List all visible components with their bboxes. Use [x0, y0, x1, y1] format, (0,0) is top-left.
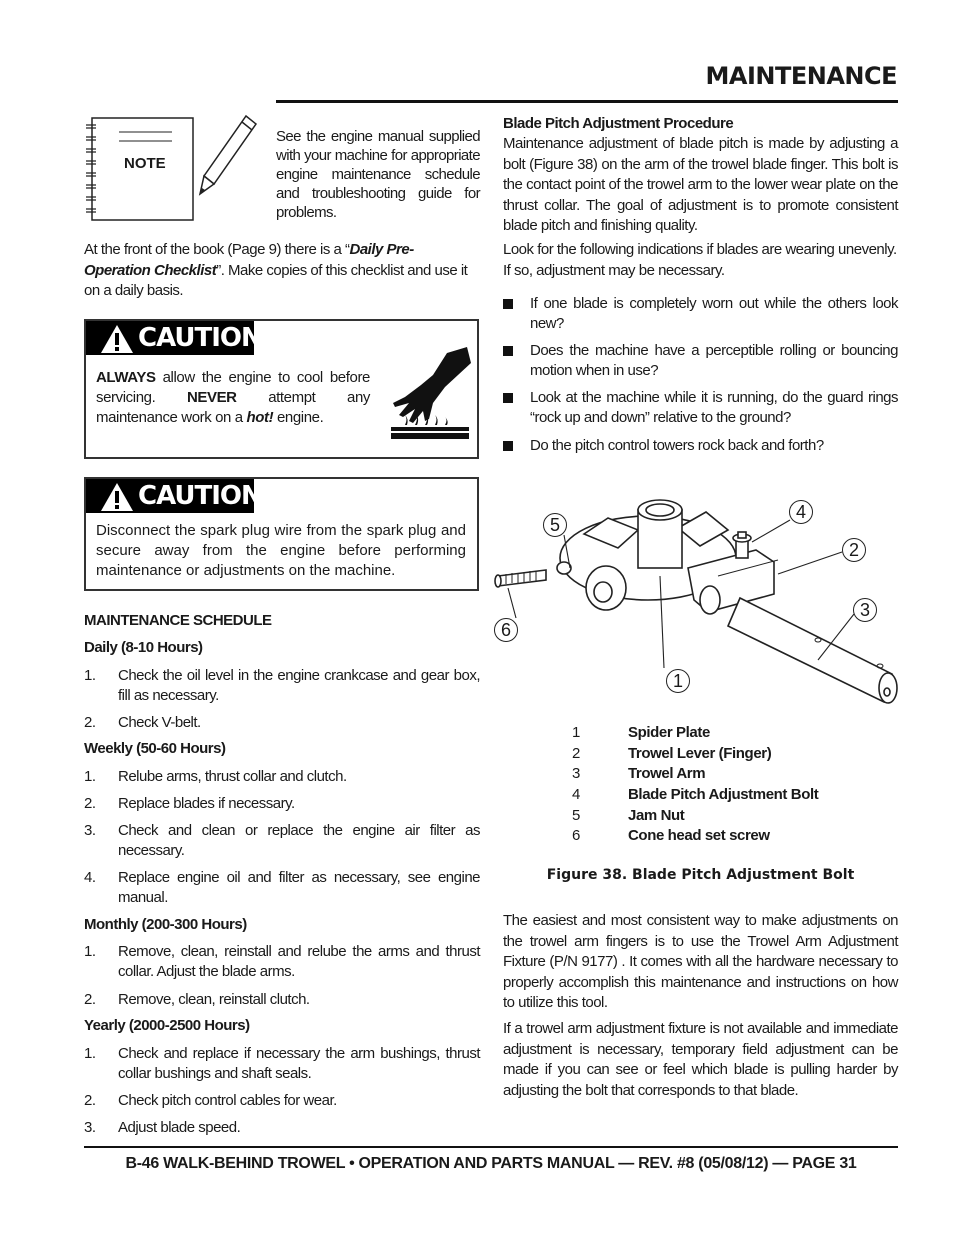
warning-triangle-icon [100, 324, 134, 354]
title-rule [276, 100, 898, 103]
bullet-square-icon [503, 299, 513, 309]
pencil-icon [196, 112, 262, 198]
item-text: Remove, clean, reinstall and relube the arms and thrust collar. Adjust the blade arms. [118, 943, 480, 980]
legend-label: Trowel Arm [628, 765, 706, 782]
legend-label: Jam Nut [628, 807, 685, 824]
legend-row [572, 745, 872, 765]
bullet-square-icon [503, 346, 513, 356]
caution2-text: Disconnect the spark plug wire from the spark plug and secure away from the engine before performing maintenance or adjustments on the machine. [96, 522, 466, 579]
caution-banner [86, 321, 262, 355]
item-number: 2. [84, 795, 96, 812]
bullet-text: Does the machine have a perceptible rolling or bouncing motion when in use? [530, 342, 898, 379]
legend-row [572, 786, 872, 806]
item-number: 1. [84, 1045, 96, 1062]
callout-2: 2 [842, 538, 866, 562]
caution-label: CAUTION [138, 481, 262, 511]
legend-number: 4 [572, 786, 580, 803]
monthly-heading: Monthly (200-300 Hours) [84, 916, 247, 933]
item-number: 2. [84, 1092, 96, 1109]
blade-pitch-paragraph-2: Look for the following indications if blades are wearing unevenly. If so, adjustment may be necessary. [503, 241, 897, 279]
item-text: Check the oil level in the engine crankcase and gear box, fill as necessary. [118, 667, 480, 704]
item-text: Remove, clean, reinstall clutch. [118, 991, 310, 1008]
yearly-heading: Yearly (2000-2500 Hours) [84, 1017, 250, 1034]
legend-number: 5 [572, 807, 580, 824]
legend-label: Trowel Lever (Finger) [628, 745, 772, 762]
bullet-text: Look at the machine while it is running, do the guard rings “rock up and down” relative to the ground? [530, 389, 898, 426]
warning-triangle-icon [100, 482, 134, 512]
item-text: Adjust blade speed. [118, 1119, 241, 1136]
item-number: 1. [84, 943, 96, 960]
weekly-heading: Weekly (50-60 Hours) [84, 740, 226, 757]
adjust-paragraph-2: If a trowel arm adjustment fixture is not available and immediate adjustment is necessary, temporary field adjustment can be made if you can see or feel which blade is pulling harder by adjusting the bolt that corresponds to that blade. [503, 1020, 898, 1099]
caution1-t1: allow the engine to cool before servicing. [96, 369, 370, 406]
legend-label: Blade Pitch Adjustment Bolt [628, 786, 819, 803]
checklist-name: Daily Pre-Operation Checklist [84, 241, 414, 279]
item-text: Check and clean or replace the engine air filter as necessary. [118, 822, 480, 859]
legend-label: Cone head set screw [628, 827, 770, 844]
blade-pitch-heading: Blade Pitch Adjustment Procedure [503, 115, 734, 132]
daily-heading: Daily (8-10 Hours) [84, 639, 203, 656]
caution1-t2: attempt any maintenance work on a [96, 389, 370, 426]
callout-5: 5 [543, 513, 567, 537]
caution-box-hot-engine [84, 319, 479, 459]
legend-number: 2 [572, 745, 580, 762]
caution1-text [96, 368, 370, 428]
legend-row [572, 765, 872, 785]
item-text: Relube arms, thrust collar and clutch. [118, 768, 347, 785]
figure-caption: Figure 38. Blade Pitch Adjustment Bolt [546, 867, 855, 883]
bullet-square-icon [503, 441, 513, 451]
callout-4: 4 [789, 500, 813, 524]
adjust-paragraph-1: The easiest and most consistent way to make adjustments on the trowel arm fingers is to use the Trowel Arm Adjustment Fixture (P/N 9177) . It comes with all the hardware necessary to properly accomplish this maintenance and instructions on how to utilize this tool. [503, 912, 898, 1011]
item-number: 4. [84, 869, 96, 886]
legend-number: 1 [572, 724, 580, 741]
caution-box-spark-plug [84, 477, 479, 591]
legend-row [572, 827, 872, 847]
hot-word: hot! [246, 409, 274, 426]
never-word: NEVER [186, 389, 237, 406]
bullet-text: If one blade is completely worn out while the others look new? [530, 295, 898, 332]
intro-paragraph [84, 240, 480, 302]
item-text: Replace engine oil and filter as necessary, see engine manual. [118, 869, 480, 906]
bullet-text: Do the pitch control towers rock back and forth? [530, 437, 824, 454]
item-number: 1. [84, 768, 96, 785]
item-number: 2. [84, 991, 96, 1008]
note-label: NOTE [124, 155, 166, 172]
caution-banner [86, 479, 262, 513]
item-number: 3. [84, 822, 96, 839]
item-text: Check V-belt. [118, 714, 201, 731]
callout-6: 6 [494, 618, 518, 642]
bullet-square-icon [503, 393, 513, 403]
legend-label: Spider Plate [628, 724, 710, 741]
legend-number: 3 [572, 765, 580, 782]
item-number: 1. [84, 667, 96, 684]
caution1-t3: engine. [273, 409, 324, 426]
footer-rule [84, 1146, 898, 1148]
blade-pitch-paragraph-1: Maintenance adjustment of blade pitch is made by adjusting a bolt (Figure 38) on the arm of the trowel blade finger. This bolt is the contact point of the trowel arm to the lower wear plate on the thrust collar. The goal of adjustment is to promote consistent blade pitch and finishing quality. [503, 135, 898, 234]
item-number: 2. [84, 714, 96, 731]
item-text: Replace blades if necessary. [118, 795, 295, 812]
hot-surface-hand-icon [385, 345, 475, 441]
intro-suffix: ”. Make copies of this checklist and use it on a daily basis. [84, 261, 468, 299]
item-text: Check and replace if necessary the arm bushings, thrust collar bushings and shaft seals. [118, 1045, 480, 1082]
page-title: MAINTENANCE [705, 62, 897, 90]
note-text: See the engine manual supplied with your machine for appropriate engine maintenance schedule and troubleshooting guide for problems. [276, 128, 480, 221]
item-text: Check pitch control cables for wear. [118, 1092, 337, 1109]
legend-row [572, 807, 872, 827]
intro-prefix: At the front of the book (Page 9) there is a “ [84, 241, 350, 258]
schedule-title: MAINTENANCE SCHEDULE [84, 612, 272, 629]
always-word: ALWAYS [96, 369, 156, 386]
legend-row [572, 724, 872, 744]
page-footer: B-46 WALK-BEHIND TROWEL • OPERATION AND PARTS MANUAL — REV. #8 (05/08/12) — PAGE 31 [125, 1155, 857, 1172]
callout-3: 3 [853, 598, 877, 622]
legend-number: 6 [572, 827, 580, 844]
callout-1: 1 [666, 669, 690, 693]
item-number: 3. [84, 1119, 96, 1136]
caution-label: CAUTION [138, 323, 262, 353]
